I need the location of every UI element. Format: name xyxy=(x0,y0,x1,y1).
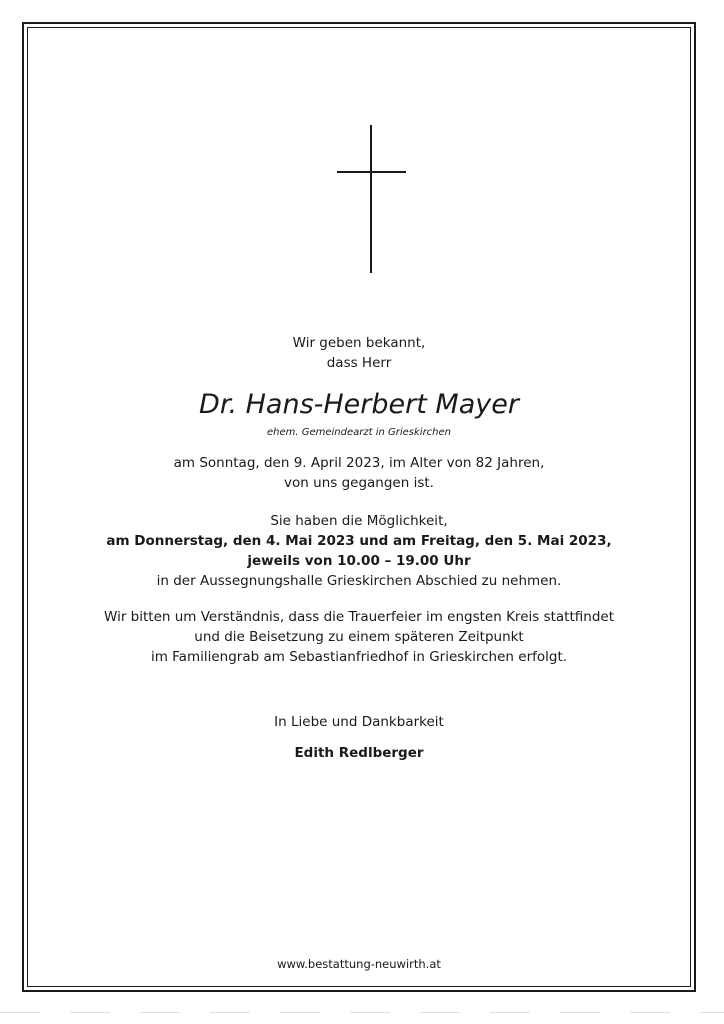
notice-line-2: und die Beisetzung zu einem späteren Zeitpunkt xyxy=(194,629,524,645)
deceased-role: ehem. Gemeindearzt in Grieskirchen xyxy=(266,427,452,438)
intro-line-1: Wir geben bekannt, xyxy=(292,335,426,351)
signatory-name: Edith Redlberger xyxy=(294,745,424,761)
farewell-times: jeweils von 10.00 – 19.00 Uhr xyxy=(247,553,471,569)
death-line-1: am Sonntag, den 9. April 2023, im Alter von 82 Jahren, xyxy=(173,455,545,471)
farewell-intro: Sie haben die Möglichkeit, xyxy=(270,513,448,529)
death-line-2: von uns gegangen ist. xyxy=(284,475,434,491)
closing-greeting: In Liebe und Dankbarkeit xyxy=(274,714,444,730)
notice-line-3: im Familiengrab am Sebastianfriedhof in Grieskirchen erfolgt. xyxy=(150,649,568,665)
notice-line-1: Wir bitten um Verständnis, dass die Trauerfeier im engsten Kreis stattfindet xyxy=(104,609,614,625)
cross-vertical-bar xyxy=(370,125,372,273)
farewell-dates: am Donnerstag, den 4. Mai 2023 und am Freitag, den 5. Mai 2023, xyxy=(106,533,612,549)
scan-artifact xyxy=(0,1012,724,1013)
deceased-name: Dr. Hans-Herbert Mayer xyxy=(199,389,519,420)
intro-line-2: dass Herr xyxy=(326,355,392,371)
farewell-place: in der Aussegnungshalle Grieskirchen Abschied zu nehmen. xyxy=(156,573,562,589)
cross-horizontal-bar xyxy=(337,171,406,173)
footer-website: www.bestattung-neuwirth.at xyxy=(277,957,441,971)
